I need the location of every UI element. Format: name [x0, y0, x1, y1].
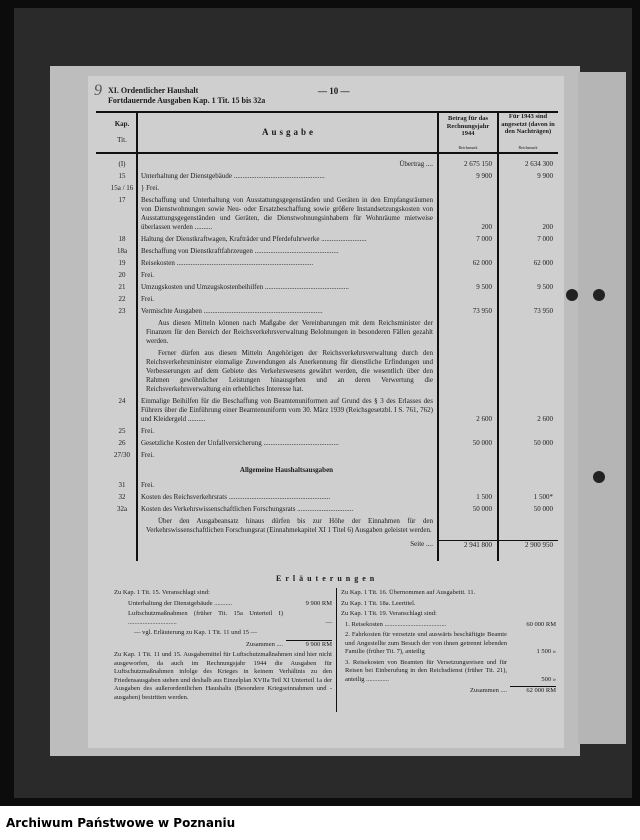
section-title: XI. Ordentlicher Haushalt	[108, 86, 199, 95]
col-unit-1944: Reichsmark	[458, 145, 478, 150]
table-row	[96, 493, 558, 502]
row-kap: 21	[118, 283, 126, 291]
note-left-item: Luftschutzmaßnahmen (früher Tit. 15a Unterteil I) ..............................	[128, 610, 283, 626]
note-left-sum-value: 9 900 RM	[286, 640, 332, 650]
table-row	[96, 427, 558, 436]
row-value-1944: 2 600	[476, 415, 492, 423]
page-number: — 10 —	[318, 86, 350, 96]
total-1943: 2 900 950	[497, 540, 558, 550]
note-right-line	[341, 659, 556, 685]
row-text: } Frei.	[141, 184, 160, 192]
note-right-sum	[341, 686, 556, 696]
table-row	[96, 505, 558, 514]
row-text: Über den Ausgabeansatz hinaus dürfen bis zur Höhe der Einnahmen für den Verkehrswissenschaftlichen Forschungsrat (Einnahmekapitel XI 1 Titel 6) Ausgaben geleistet werden.	[146, 517, 433, 534]
row-kap: 17	[118, 196, 126, 204]
note-left-sum-label: Zusammen ....	[245, 640, 283, 648]
row-value-1943: 7 000	[537, 235, 553, 243]
table-row	[96, 295, 558, 304]
table-row	[96, 196, 558, 232]
table-row	[96, 172, 558, 181]
notes-title: Erläuterungen	[276, 574, 379, 583]
table-header-rule	[96, 152, 558, 154]
row-kap: 18	[118, 235, 126, 243]
row-kap	[96, 319, 136, 346]
adjacent-page	[578, 72, 626, 744]
note-right-heading: Zu Kap. 1 Tit. 18a. Leertitel.	[341, 599, 416, 607]
row-kap: 26	[118, 439, 126, 447]
row-value-1944: 1 500	[476, 493, 492, 501]
row-value-1943: 2 634 300	[525, 160, 553, 168]
row-value-1943: 9 500	[537, 283, 553, 291]
row-kap: 19	[118, 259, 126, 267]
row-value-1943: 50 000	[533, 505, 553, 513]
row-value-1943: 1 500*	[533, 493, 553, 501]
note-right-item: 1. Reisekosten ......................................	[345, 620, 447, 628]
row-text: Umzugskosten und Umzugskostenbeihilfen ................................................	[141, 283, 349, 291]
row-value-1944: 9 900	[476, 172, 492, 180]
row-value-1943: 2 600	[537, 415, 553, 423]
row-kap: 32	[118, 493, 126, 501]
row-kap: 18a	[116, 247, 128, 255]
row-value-1944: 73 950	[472, 307, 492, 315]
row-text: Einmalige Beihilfen für die Beschaffung von Beamtenuniformen auf Grund des § 3 des Erlasses des Führers über die Einführung einer Beamtenuniform vom 30. März 1939 (Reichsgesetzbl. I S. 761, 762) und Kleidergeld ..........	[141, 397, 433, 423]
row-kap: 23	[118, 307, 126, 315]
row-value-1944: 50 000	[472, 505, 492, 513]
row-text: Allgemeine Haushaltsausgaben	[239, 466, 334, 474]
row-text: Ferner dürfen aus diesen Mitteln Angehörigen der Reichsverkehrsverwaltung durch den Reichsverkehrsminister einmalige Zuwendungen als Anerkennung für dienstliche Erfindungen und Verbesserungen auf dem Gebiete des Verkehrswesens gewährt werden, die wesentlich über den Rahmen gewöhnlicher Leistungen hinausgehen und an deren Verwertung die Reichsverkehrsverwaltung ein erhebliches Interesse hat.	[146, 349, 433, 393]
note-right-value: 60 000 RM	[526, 620, 556, 628]
total-label: Seite ....	[410, 540, 433, 548]
notes-right	[341, 589, 556, 696]
row-text: Reisekosten ..............................................................................	[141, 259, 314, 267]
note-left-value: —	[325, 618, 332, 626]
note-right-line	[341, 621, 556, 630]
note-right-item: 2. Fahrkosten für versetzte und auswärts beschäftigte Beamte und Angestellte zum Besuch der von ihnen getrennt lebenden Familie (früher Tit. 7), anteilig	[345, 631, 507, 655]
row-text: Frei.	[141, 481, 155, 489]
col-header-kap: Kap.	[114, 120, 130, 128]
row-text: Frei.	[141, 451, 155, 459]
note-right-heading: Zu Kap. 1 Tit. 16. Übernommen auf Ausgabetit. 11.	[341, 589, 476, 596]
col-header-1943: Für 1943 sind angesetzt (davon in den Nachträgen)	[501, 113, 555, 135]
archive-footer	[0, 806, 640, 840]
note-right-line	[341, 631, 556, 657]
note-right-heading: Zu Kap. 1 Tit. 19. Veranschlagt sind:	[341, 610, 437, 617]
row-text: Beschaffung und Unterhaltung von Ausstattungsgegenständen und Geräten in den Empfangsräumen von Dienstwohnungen sowie Neu- oder Ersatzbeschaffung sowie größere Instandsetzungskosten von Ausstattungsgegenständen und Geräten, die Dienstwohnungsinhabern für Wohnräume mietweise überlassen werden ..........	[141, 196, 433, 231]
table-row	[96, 283, 558, 292]
table-row	[96, 349, 558, 394]
note-left-line	[114, 610, 332, 627]
row-kap	[96, 517, 136, 535]
table-row	[96, 184, 558, 193]
table-row	[96, 481, 558, 490]
row-kap: 20	[118, 271, 126, 279]
row-text: Gesetzliche Kosten der Unfallversicherung ...........................................	[141, 439, 339, 447]
row-text: Unterhaltung der Dienstgebäude ....................................................	[141, 172, 325, 180]
row-text: Vermischte Ausgaben ....................................................................	[141, 307, 323, 315]
note-right-value: 500 »	[541, 675, 556, 683]
table-row	[96, 439, 558, 448]
row-value-1943: 50 000	[533, 439, 553, 447]
row-text: Kosten des Verkehrswissenschaftlichen Forschungsrats ................................	[141, 505, 354, 513]
row-value-1943: 73 950	[533, 307, 553, 315]
note-right-sum-value: 62 000 RM	[510, 686, 556, 696]
section-subtitle: Fortdauernde Ausgaben Kap. 1 Tit. 15 bis 32a	[108, 96, 266, 105]
punch-hole-icon	[593, 289, 605, 301]
col-header-ausgabe: Ausgabe	[262, 127, 317, 137]
row-text: Beschaffung von Dienstkraftfahrzeugen ................................................	[141, 247, 339, 255]
row-text: Aus diesen Mitteln können nach Maßgabe der Vereinbarungen mit dem Reichsminister der Finanzen für den Bereich der Reichsverkehrsverwaltung Belohnungen in besonderen Fällen gezahlt werden.	[146, 319, 433, 345]
row-value-1944: 200	[481, 223, 492, 231]
row-value-1943: 200	[542, 223, 553, 231]
row-kap: 32a	[116, 505, 128, 513]
note-right-sum-label: Zusammen ....	[469, 687, 507, 694]
row-kap	[96, 349, 136, 394]
row-value-1944: 50 000	[472, 439, 492, 447]
table-row	[96, 517, 558, 535]
note-right-item: 3. Reisekosten von Beamten für Versetzungsreisen und für Reisen bei Einberufung in den Reichsdienst (früher Tit. 21), anteilig ..............	[345, 658, 507, 683]
row-kap: 25	[118, 427, 126, 435]
handwritten-number: 9	[94, 82, 102, 99]
note-left-heading: Zu Kap. 1 Tit. 15. Veranschlagt sind:	[114, 589, 210, 596]
row-text: Frei.	[141, 271, 155, 279]
row-text: Kosten des Reichsverkehrsrats ..........................................................	[141, 493, 331, 501]
table-row	[96, 463, 558, 478]
notes-divider	[336, 588, 337, 712]
table-body	[96, 160, 558, 550]
row-kap: 15	[118, 172, 126, 180]
total-row	[96, 540, 558, 550]
row-kap: 27/30	[114, 451, 130, 459]
row-text: Haltung der Dienstkraftwagen, Krafträder und Pferdefuhrwerke ..........................	[141, 235, 367, 243]
row-kap	[96, 463, 136, 478]
table-row	[96, 235, 558, 244]
col-header-tit: Tit.	[117, 136, 127, 144]
punch-hole-icon	[593, 471, 605, 483]
punch-hole-icon	[566, 289, 578, 301]
row-value-1944: 9 500	[476, 283, 492, 291]
row-value-1944: 62 000	[472, 259, 492, 267]
note-left-reference: — vgl. Erläuterung zu Kap. 1 Tit. 11 und 15 —	[134, 629, 258, 636]
note-right-value: 1 500 »	[536, 648, 556, 655]
col-header-1944: Betrag für das Rechnungsjahr 1944	[446, 115, 490, 137]
table-row	[96, 451, 558, 460]
table-row	[96, 307, 558, 316]
table-row	[96, 247, 558, 256]
table-top-rule	[96, 111, 558, 113]
row-kap: 24	[118, 397, 126, 405]
total-1944: 2 941 800	[437, 540, 497, 550]
row-kap: 31	[118, 481, 126, 489]
row-value-1943: 62 000	[533, 259, 553, 267]
note-left-value: 9 900 RM	[305, 599, 332, 607]
row-kap: (I)	[118, 160, 126, 168]
row-text: Übertrag ....	[399, 160, 433, 168]
note-left-line	[114, 600, 332, 609]
table-row	[96, 259, 558, 268]
note-left-sum	[114, 640, 332, 650]
note-left-paragraph: Zu Kap. 1 Tit. 11 und 15. Ausgabemittel für Luftschutzmaßnahmen sind hier nicht ausgeworfen, da auch im Rechnungsjahr 1944 die Ausgaben für Luftschutzmaßnahmen infolge des Krieges in keinem Verhältnis zu den Friedensausgaben stehen und deshalb aus Einzelplan XVIIa Teil XI Unterteil 1a der Ausgaben des außerordentlichen Haushalts (Besondere Kriegseinnahmen und -ausgaben) bestritten werden.	[114, 651, 333, 701]
table-row	[96, 397, 558, 424]
row-text: Frei.	[141, 427, 155, 435]
notes-left	[114, 589, 332, 702]
table-row	[96, 160, 558, 169]
note-left-item: Unterhaltung der Dienstgebäude ...........	[128, 599, 232, 607]
col-unit-1943: Reichsmark	[518, 145, 538, 150]
row-value-1944: 7 000	[476, 235, 492, 243]
row-text: Frei.	[141, 295, 155, 303]
table-row	[96, 319, 558, 346]
row-kap: 22	[118, 295, 126, 303]
table-row	[96, 271, 558, 280]
row-value-1944: 2 675 150	[464, 160, 492, 168]
row-kap: 15a / 16	[110, 184, 134, 192]
archive-name: Archiwum Państwowe w Poznaniu	[6, 816, 236, 830]
row-value-1943: 9 900	[537, 172, 553, 180]
